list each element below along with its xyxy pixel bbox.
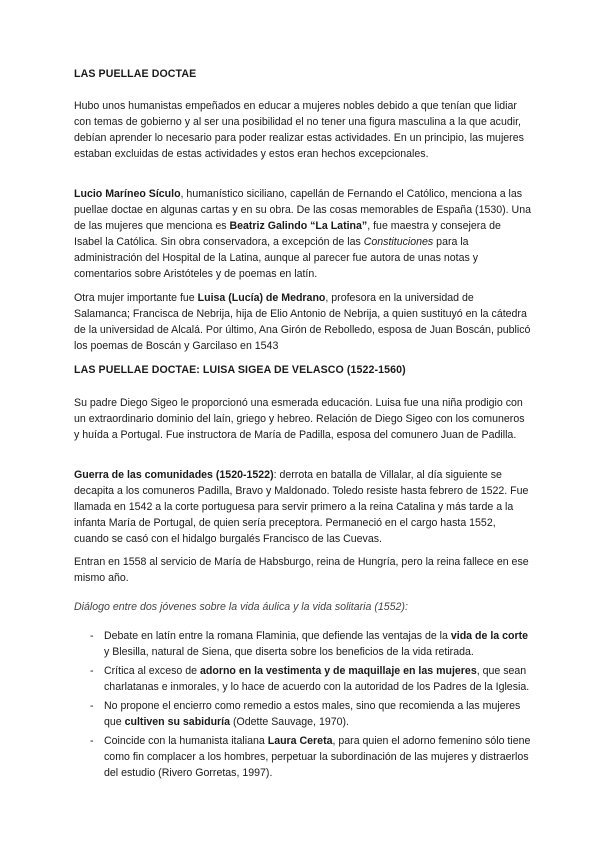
dialogo-title: Diálogo entre dos jóvenes sobre la vida áulica y la vida solitaria (1552): xyxy=(74,601,408,613)
text-span: Crítica al exceso de xyxy=(104,665,200,677)
text-span: No propone el encierro como remedio a estos males, sino que recomienda a las mujeres que xyxy=(104,700,521,728)
text-span: Otra mujer importante fue xyxy=(74,292,198,304)
intro-paragraph: Hubo unos humanistas empeñados en educar a mujeres nobles debido a que tenían que lidiar con temas de gobierno y al ser una posibilidad el no tener una figura masculina a la que acudir, debían aprender lo necesario para poder realizar estas actividades. En un principio, las mujeres estaban excluidas de estas actividades y estos eran hechos excepcionales. xyxy=(74,100,524,160)
list-item xyxy=(74,698,532,730)
bullet-dash: - xyxy=(90,735,94,747)
text-span: : derrota en batalla de Villalar, al día siguiente se decapita a los comuneros Padilla, Bravo y Maldonado. Toledo resiste hasta febrero de 1522. Fue llamada en 1542 a la corte portuguesa para servir primero a la reina Catalina y más tarde a la infanta María de Portugal, de quien sería preceptora. Permaneció en el cargo hasta 1552, cuando se casó con el hidalgo burgalés Francisco de las Cuevas. xyxy=(74,469,529,545)
text-span: Debate en latín entre la romana Flaminia, que defiende las ventajas de la xyxy=(104,630,451,642)
paragraph-maria-habsburgo: Entran en 1558 al servicio de María de Habsburgo, reina de Hungría, pero la reina fallece en ese mismo año. xyxy=(74,556,529,584)
name-beatriz-galindo: Beatriz Galindo “La Latina” xyxy=(229,220,368,232)
list-item xyxy=(74,628,532,660)
paragraph-diego-sigeo: Su padre Diego Sigeo le proporcionó una esmerada educación. Luisa fue una niña prodigio con un extraordinario dominio del laín, griego y hebreo. Relación de Diego Sigeo con los comuneros y huída a Portugal. Fue instructora de María de Padilla, esposa del comunero Juan de Padilla. xyxy=(74,397,525,441)
emphasis-adorno: adorno en la vestimenta y de maquillaje en las mujeres xyxy=(199,665,477,677)
text-span: y Blesilla, natural de Siena, que diserta sobre los beneficios de la vida retirada. xyxy=(104,646,474,658)
name-luisa-medrano: Luisa (Lucía) de Medrano xyxy=(197,292,326,304)
work-constituciones: Constituciones xyxy=(363,236,434,248)
name-laura-cereta: Laura Cereta xyxy=(267,735,333,747)
bullet-dash: - xyxy=(90,700,94,712)
text-span: (Odette Sauvage, 1970). xyxy=(230,716,349,728)
section-title-puellae-doctae: LAS PUELLAE DOCTAE xyxy=(74,68,197,80)
bullet-dash: - xyxy=(90,630,94,642)
emphasis-vida-corte: vida de la corte xyxy=(450,630,529,642)
paragraph-lucio-marineo xyxy=(74,186,532,282)
paragraph-guerra-comunidades xyxy=(74,467,532,547)
section-title-luisa-sigea: LAS PUELLAE DOCTAE: LUISA SIGEA DE VELASCO (1522-1560) xyxy=(74,364,406,376)
list-item xyxy=(74,733,532,781)
bullet-list xyxy=(74,628,532,784)
text-span: , para quien el adorno femenino sólo tiene como fin complacer a los hombres, perpetuar la subordinación de las mujeres y distraerlos del estudio (Rivero Gorretas, 1997). xyxy=(104,735,531,779)
bullet-dash: - xyxy=(90,665,94,677)
name-lucio-marineo: Lucio Maríneo Sículo xyxy=(74,188,181,200)
paragraph-luisa-medrano xyxy=(74,290,532,354)
text-span: , profesora en la universidad de Salamanca; Francisca de Nebrija, hija de Elio Antonio de Nebrija, a quien sustituyó en la cátedra de la universidad de Alcalá. Por último, Ana Girón de Rebolledo, esposa de Juan Boscán, publicó los poemas de Boscán y Garcilaso en 1543 xyxy=(74,292,531,352)
text-span: , que sean charlatanas e inmorales, y lo hace de acuerdo con la autoridad de los Padres de la Iglesia. xyxy=(104,665,530,693)
list-item xyxy=(74,663,532,695)
text-span: , fue maestra y consejera de Isabel la Católica. Sin obra conservadora, a excepción de las xyxy=(74,220,501,248)
label-guerra-comunidades: Guerra de las comunidades (1520-1522) xyxy=(74,469,274,481)
emphasis-sabiduria: cultiven su sabiduría xyxy=(124,716,231,728)
text-span: , humanístico siciliano, capellán de Fernando el Católico, menciona a las puellae doctae en algunas cartas y en su obra. De las cosas memorables de España (1530). Una de las mujeres que menciona es xyxy=(74,188,531,232)
text-span: para la administración del Hospital de la Latina, aunque al parecer fue autora de unas notas y comentarios sobre Aristóteles y de poemas en latín. xyxy=(74,236,479,280)
text-span: Coincide con la humanista italiana xyxy=(104,735,268,747)
